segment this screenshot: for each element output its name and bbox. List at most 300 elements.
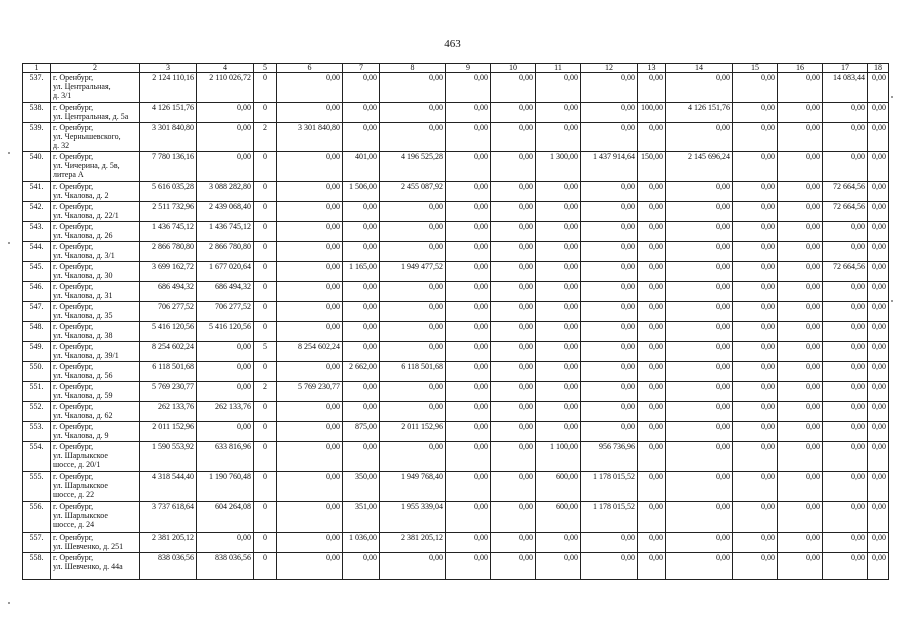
address-line: ул. Шарлыкское [53, 511, 108, 520]
value-cell: 0,00 [446, 402, 491, 422]
value-cell: 0,00 [666, 123, 733, 152]
value-cell: 0,00 [778, 302, 823, 322]
value-cell: 2 [254, 123, 277, 152]
address-line: г. Оренбург, [53, 202, 94, 211]
address-line: ул. Чкалова, д. 3/1 [53, 251, 115, 260]
column-header: 13 [638, 64, 666, 73]
value-cell: 0,00 [491, 442, 536, 472]
row-number-cell: 548. [23, 322, 51, 342]
value-cell: 0,00 [581, 342, 638, 362]
value-cell: 0,00 [868, 152, 889, 182]
value-cell: 0,00 [343, 202, 380, 222]
table-row [23, 242, 889, 262]
value-cell: 0,00 [733, 262, 778, 282]
value-cell: 0,00 [536, 322, 581, 342]
address-cell [51, 402, 140, 422]
value-cell: 0,00 [277, 442, 343, 472]
address-line: г. Оренбург, [53, 302, 94, 311]
value-cell: 0,00 [666, 502, 733, 533]
value-cell: 0,00 [823, 472, 868, 502]
value-cell: 2 511 732,96 [140, 202, 197, 222]
address-cell [51, 342, 140, 362]
value-cell: 0,00 [277, 502, 343, 533]
value-cell: 0 [254, 402, 277, 422]
address-cell [51, 123, 140, 152]
value-cell: 600,00 [536, 472, 581, 502]
value-cell: 600,00 [536, 502, 581, 533]
value-cell: 0,00 [778, 342, 823, 362]
value-cell: 706 277,52 [197, 302, 254, 322]
address-line: ул. Чкалова, д. 9 [53, 431, 109, 440]
value-cell: 0,00 [343, 302, 380, 322]
address-line: ул. Чкалова, д. 30 [53, 271, 113, 280]
value-cell: 0,00 [491, 382, 536, 402]
value-cell: 0 [254, 362, 277, 382]
value-cell: 1 436 745,12 [197, 222, 254, 242]
address-line: ул. Чичерина, д. 5в, [53, 161, 120, 170]
value-cell: 0,00 [638, 182, 666, 202]
value-cell: 0,00 [380, 382, 446, 402]
value-cell: 0,00 [446, 533, 491, 553]
value-cell: 0,00 [277, 402, 343, 422]
value-cell: 0,00 [823, 302, 868, 322]
row-number-cell: 545. [23, 262, 51, 282]
value-cell: 0,00 [778, 422, 823, 442]
value-cell: 0,00 [666, 422, 733, 442]
scan-speck [891, 96, 893, 98]
column-header: 8 [380, 64, 446, 73]
column-header: 6 [277, 64, 343, 73]
value-cell: 0,00 [778, 502, 823, 533]
value-cell: 0 [254, 442, 277, 472]
value-cell: 0,00 [536, 222, 581, 242]
value-cell: 0,00 [868, 222, 889, 242]
value-cell: 604 264,08 [197, 502, 254, 533]
value-cell: 0,00 [733, 282, 778, 302]
address-line: ул. Чкалова, д. 35 [53, 311, 113, 320]
address-line: шоссе, д. 20/1 [53, 460, 101, 469]
address-line: ул. Центральная, д. 5а [53, 112, 129, 121]
value-cell: 0,00 [868, 322, 889, 342]
address-line: шоссе, д. 22 [53, 490, 95, 499]
address-cell [51, 362, 140, 382]
value-cell: 0,00 [380, 302, 446, 322]
row-number-cell: 552. [23, 402, 51, 422]
value-cell: 0,00 [536, 362, 581, 382]
value-cell: 0,00 [536, 422, 581, 442]
column-header: 15 [733, 64, 778, 73]
value-cell: 0,00 [733, 342, 778, 362]
row-number-cell: 537. [23, 73, 51, 103]
address-line: ул. Шевченко, д. 44а [53, 562, 123, 571]
value-cell: 633 816,96 [197, 442, 254, 472]
value-cell: 0,00 [868, 472, 889, 502]
value-cell: 0,00 [380, 442, 446, 472]
value-cell: 0,00 [666, 402, 733, 422]
value-cell: 0,00 [380, 402, 446, 422]
value-cell: 2 662,00 [343, 362, 380, 382]
value-cell: 5 416 120,56 [140, 322, 197, 342]
value-cell: 0,00 [666, 282, 733, 302]
row-number-cell: 551. [23, 382, 51, 402]
value-cell: 0 [254, 553, 277, 580]
address-line: г. Оренбург, [53, 362, 94, 371]
value-cell: 0,00 [666, 222, 733, 242]
address-line: ул. Чкалова, д. 62 [53, 411, 113, 420]
value-cell: 0,00 [778, 282, 823, 302]
value-cell: 0,00 [446, 73, 491, 103]
value-cell: 0,00 [778, 472, 823, 502]
table-row [23, 123, 889, 152]
value-cell: 1 036,00 [343, 533, 380, 553]
scan-speck [891, 300, 893, 302]
value-cell: 0,00 [868, 382, 889, 402]
value-cell: 0,00 [868, 502, 889, 533]
value-cell: 0,00 [638, 382, 666, 402]
value-cell: 0,00 [343, 242, 380, 262]
value-cell: 4 196 525,28 [380, 152, 446, 182]
value-cell: 6 118 501,68 [380, 362, 446, 382]
value-cell: 1 178 015,52 [581, 472, 638, 502]
value-cell: 0,00 [446, 202, 491, 222]
value-cell: 0,00 [823, 362, 868, 382]
value-cell: 1 677 020,64 [197, 262, 254, 282]
value-cell: 0,00 [638, 322, 666, 342]
address-line: ул. Чкалова, д. 2 [53, 191, 109, 200]
value-cell: 0,00 [446, 123, 491, 152]
address-line: литера А [53, 170, 84, 179]
value-cell: 0,00 [446, 553, 491, 580]
value-cell: 0,00 [666, 362, 733, 382]
value-cell: 1 506,00 [343, 182, 380, 202]
address-line: д. 32 [53, 141, 70, 150]
value-cell: 0,00 [638, 502, 666, 533]
address-line: ул. Чкалова, д. 22/1 [53, 211, 119, 220]
value-cell: 0,00 [446, 362, 491, 382]
column-header: 10 [491, 64, 536, 73]
value-cell: 2 011 152,96 [380, 422, 446, 442]
value-cell: 0,00 [277, 553, 343, 580]
value-cell: 0,00 [277, 362, 343, 382]
value-cell: 2 [254, 382, 277, 402]
value-cell: 838 036,56 [140, 553, 197, 580]
value-cell: 0,00 [823, 123, 868, 152]
column-header: 7 [343, 64, 380, 73]
value-cell: 0,00 [638, 472, 666, 502]
row-number-cell: 554. [23, 442, 51, 472]
value-cell: 0,00 [491, 362, 536, 382]
value-cell: 0 [254, 502, 277, 533]
value-cell: 0,00 [778, 123, 823, 152]
value-cell: 0,00 [581, 73, 638, 103]
value-cell: 6 118 501,68 [140, 362, 197, 382]
value-cell: 0,00 [343, 282, 380, 302]
value-cell: 0,00 [581, 103, 638, 123]
value-cell: 0,00 [581, 533, 638, 553]
header-row [23, 64, 889, 73]
value-cell: 0,00 [581, 402, 638, 422]
address-line: ул. Чкалова, д. 26 [53, 231, 113, 240]
table-row [23, 302, 889, 322]
value-cell: 0,00 [666, 442, 733, 472]
column-header: 16 [778, 64, 823, 73]
table-row [23, 342, 889, 362]
value-cell: 2 145 696,24 [666, 152, 733, 182]
column-header: 9 [446, 64, 491, 73]
value-cell: 0,00 [491, 402, 536, 422]
value-cell: 0,00 [823, 322, 868, 342]
row-number-cell: 555. [23, 472, 51, 502]
row-number-cell: 547. [23, 302, 51, 322]
row-number-cell: 538. [23, 103, 51, 123]
value-cell: 0,00 [638, 533, 666, 553]
value-cell: 0,00 [536, 342, 581, 362]
address-cell [51, 103, 140, 123]
value-cell: 0,00 [733, 502, 778, 533]
value-cell: 0,00 [733, 402, 778, 422]
value-cell: 0,00 [197, 103, 254, 123]
value-cell: 0,00 [536, 282, 581, 302]
address-line: г. Оренбург, [53, 262, 94, 271]
column-header: 2 [51, 64, 140, 73]
value-cell: 0,00 [491, 282, 536, 302]
value-cell: 0,00 [823, 152, 868, 182]
address-cell [51, 302, 140, 322]
value-cell: 0,00 [380, 322, 446, 342]
value-cell: 0 [254, 152, 277, 182]
value-cell: 0,00 [778, 222, 823, 242]
address-line: г. Оренбург, [53, 73, 94, 82]
value-cell: 0,00 [638, 242, 666, 262]
value-cell: 1 190 760,48 [197, 472, 254, 502]
value-cell: 0,00 [868, 282, 889, 302]
column-header: 18 [868, 64, 889, 73]
value-cell: 0,00 [446, 103, 491, 123]
value-cell: 0,00 [343, 342, 380, 362]
address-cell [51, 553, 140, 580]
value-cell: 0,00 [343, 442, 380, 472]
value-cell: 686 494,32 [140, 282, 197, 302]
value-cell: 0,00 [581, 422, 638, 442]
value-cell: 0,00 [733, 553, 778, 580]
row-number-cell: 553. [23, 422, 51, 442]
value-cell: 0,00 [823, 422, 868, 442]
row-number-cell: 543. [23, 222, 51, 242]
value-cell: 0,00 [491, 152, 536, 182]
address-line: ул. Чкалова, д. 31 [53, 291, 113, 300]
address-line: ул. Центральная, [53, 82, 111, 91]
value-cell: 1 100,00 [536, 442, 581, 472]
value-cell: 0,00 [778, 242, 823, 262]
value-cell: 0,00 [868, 302, 889, 322]
value-cell: 0,00 [491, 222, 536, 242]
value-cell: 0,00 [197, 533, 254, 553]
value-cell: 0,00 [446, 342, 491, 362]
value-cell: 0,00 [868, 103, 889, 123]
value-cell: 0,00 [823, 282, 868, 302]
value-cell: 956 736,96 [581, 442, 638, 472]
value-cell: 0 [254, 262, 277, 282]
row-number-cell: 556. [23, 502, 51, 533]
column-header: 17 [823, 64, 868, 73]
value-cell: 0,00 [638, 442, 666, 472]
value-cell: 0 [254, 103, 277, 123]
value-cell: 0,00 [868, 422, 889, 442]
value-cell: 0,00 [380, 202, 446, 222]
value-cell: 4 126 151,76 [140, 103, 197, 123]
value-cell: 0,00 [536, 402, 581, 422]
table-row [23, 282, 889, 302]
value-cell: 5 769 230,77 [140, 382, 197, 402]
address-line: г. Оренбург, [53, 242, 94, 251]
value-cell: 0,00 [733, 222, 778, 242]
column-header: 12 [581, 64, 638, 73]
value-cell: 0,00 [343, 123, 380, 152]
address-line: г. Оренбург, [53, 182, 94, 191]
value-cell: 0,00 [380, 242, 446, 262]
address-line: ул. Шевченко, д. 251 [53, 542, 124, 551]
value-cell: 0,00 [277, 202, 343, 222]
address-line: г. Оренбург, [53, 282, 94, 291]
address-line: г. Оренбург, [53, 553, 94, 562]
value-cell: 0,00 [446, 282, 491, 302]
value-cell: 0,00 [581, 202, 638, 222]
value-cell: 0,00 [778, 103, 823, 123]
value-cell: 0,00 [823, 222, 868, 242]
value-cell: 0,00 [638, 402, 666, 422]
value-cell: 0,00 [581, 282, 638, 302]
value-cell: 0,00 [778, 322, 823, 342]
value-cell: 0,00 [277, 73, 343, 103]
value-cell: 0,00 [666, 322, 733, 342]
address-line: г. Оренбург, [53, 342, 94, 351]
value-cell: 262 133,76 [197, 402, 254, 422]
value-cell: 0,00 [491, 342, 536, 362]
value-cell: 3 737 618,64 [140, 502, 197, 533]
value-cell: 0,00 [666, 342, 733, 362]
row-number-cell: 546. [23, 282, 51, 302]
value-cell: 2 381 205,12 [380, 533, 446, 553]
value-cell: 0,00 [638, 282, 666, 302]
value-cell: 0,00 [343, 73, 380, 103]
address-line: г. Оренбург, [53, 472, 94, 481]
value-cell: 0,00 [581, 182, 638, 202]
value-cell: 0,00 [823, 342, 868, 362]
value-cell: 2 011 152,96 [140, 422, 197, 442]
address-cell [51, 222, 140, 242]
value-cell: 0 [254, 182, 277, 202]
value-cell: 0,00 [491, 242, 536, 262]
value-cell: 262 133,76 [140, 402, 197, 422]
address-cell [51, 322, 140, 342]
column-header: 1 [23, 64, 51, 73]
address-cell [51, 73, 140, 103]
address-line: шоссе, д. 24 [53, 520, 95, 529]
value-cell: 0,00 [823, 402, 868, 422]
value-cell: 5 769 230,77 [277, 382, 343, 402]
value-cell: 0,00 [446, 152, 491, 182]
column-header: 3 [140, 64, 197, 73]
value-cell: 0,00 [778, 182, 823, 202]
row-number-cell: 542. [23, 202, 51, 222]
value-cell: 0,00 [733, 152, 778, 182]
value-cell: 0,00 [197, 362, 254, 382]
value-cell: 5 416 120,56 [197, 322, 254, 342]
value-cell: 3 088 282,80 [197, 182, 254, 202]
value-cell: 0,00 [446, 302, 491, 322]
address-cell [51, 242, 140, 262]
row-number-cell: 544. [23, 242, 51, 262]
value-cell: 0,00 [638, 553, 666, 580]
table-row [23, 152, 889, 182]
value-cell: 0,00 [277, 533, 343, 553]
value-cell: 8 254 602,24 [277, 342, 343, 362]
value-cell: 0,00 [733, 322, 778, 342]
row-number-cell: 540. [23, 152, 51, 182]
value-cell: 0 [254, 322, 277, 342]
table-row [23, 222, 889, 242]
value-cell: 0,00 [380, 553, 446, 580]
value-cell: 0,00 [446, 322, 491, 342]
address-line: ул. Чернышевского, [53, 132, 121, 141]
value-cell: 401,00 [343, 152, 380, 182]
value-cell: 0,00 [491, 73, 536, 103]
value-cell: 875,00 [343, 422, 380, 442]
value-cell: 0,00 [778, 152, 823, 182]
value-cell: 0,00 [277, 103, 343, 123]
value-cell: 0,00 [491, 123, 536, 152]
value-cell: 72 664,56 [823, 262, 868, 282]
table-row [23, 103, 889, 123]
value-cell: 0,00 [666, 202, 733, 222]
value-cell: 7 780 136,16 [140, 152, 197, 182]
address-line: ул. Шарлыкское [53, 451, 108, 460]
value-cell: 0 [254, 533, 277, 553]
value-cell: 0,00 [823, 103, 868, 123]
value-cell: 2 866 780,80 [140, 242, 197, 262]
value-cell: 0,00 [536, 262, 581, 282]
address-line: ул. Чкалова, д. 38 [53, 331, 113, 340]
value-cell: 0,00 [446, 182, 491, 202]
value-cell: 0,00 [638, 202, 666, 222]
value-cell: 0,00 [491, 103, 536, 123]
value-cell: 0,00 [733, 123, 778, 152]
table-row [23, 382, 889, 402]
value-cell: 14 083,44 [823, 73, 868, 103]
value-cell: 0,00 [666, 533, 733, 553]
value-cell: 0,00 [581, 222, 638, 242]
value-cell: 1 955 339,04 [380, 502, 446, 533]
value-cell: 0,00 [536, 302, 581, 322]
address-cell [51, 502, 140, 533]
value-cell: 0 [254, 472, 277, 502]
value-cell: 0,00 [823, 382, 868, 402]
value-cell: 0,00 [823, 533, 868, 553]
address-cell [51, 282, 140, 302]
value-cell: 0,00 [446, 242, 491, 262]
value-cell: 0,00 [868, 533, 889, 553]
value-cell: 0,00 [446, 422, 491, 442]
value-cell: 0,00 [581, 382, 638, 402]
value-cell: 0,00 [277, 242, 343, 262]
value-cell: 0 [254, 242, 277, 262]
value-cell: 1 949 768,40 [380, 472, 446, 502]
value-cell: 0,00 [868, 123, 889, 152]
table-row [23, 472, 889, 502]
value-cell: 0,00 [638, 73, 666, 103]
value-cell: 0,00 [491, 553, 536, 580]
value-cell: 0,00 [778, 402, 823, 422]
